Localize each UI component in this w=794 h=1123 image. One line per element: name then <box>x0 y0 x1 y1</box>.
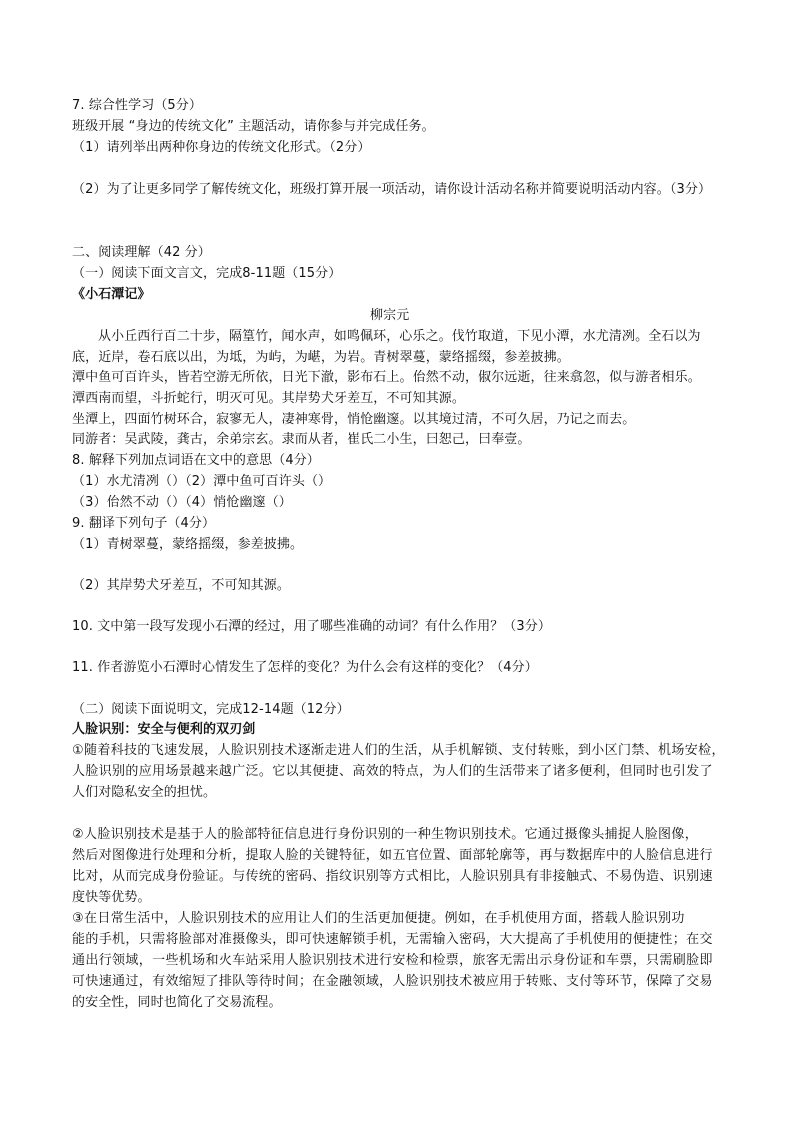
q9-sentence: （1）青树翠蔓，蒙络摇缀，参差披拂。 <box>72 537 304 552</box>
article-line: 度快等优势。 <box>72 890 151 905</box>
essay-line: 坐潭上，四面竹树环合，寂寥无人，凄神寒骨，悄怆幽邃。以其境过清，不可久居，乃记之而去。 <box>72 412 636 427</box>
article-line: 能的手机，只需将脸部对准摄像头，即可快速解锁手机，无需输入密码，大大提高了手机使用的便捷性；在交 <box>72 932 713 947</box>
essay-line: 底，近岸，卷石底以出，为坻，为屿，为嵁，为岩。青树翠蔓，蒙络摇缀，参差披拂。 <box>72 350 570 365</box>
article-line: 可快速通过，有效缩短了排队等待时间；在金融领域，人脸识别技术被应用于转账、支付等环节，保障了交易 <box>72 974 713 989</box>
article-line: ③在日常生活中，人脸识别技术的应用让人们的生活更加便捷。例如，在手机使用方面，搭载人脸识别功 <box>72 911 685 926</box>
article-title: 人脸识别：安全与便利的双刃剑 <box>72 722 256 737</box>
essay-line: 同游者：吴武陵，龚古，余弟宗玄。隶而从者，崔氏二小生，曰恕己，曰奉壹。 <box>72 432 531 447</box>
q7-part2: （2）为了让更多同学了解传统文化，班级打算开展一项活动，请你设计活动名称并简要说明活动内容。（3分） <box>72 182 712 197</box>
article-line: 然后对图像进行处理和分析，提取人脸的关键特征，如五官位置、面部轮廓等，再与数据库中的人脸信息进行 <box>72 848 713 863</box>
q7-heading: 7. 综合性学习（5分） <box>72 98 203 113</box>
article-line: 人们对隐私安全的担忧。 <box>72 785 217 800</box>
article-line: ②人脸识别技术是基于人的脸部特征信息进行身份识别的一种生物识别技术。它通过摄像头捕捉人脸图像， <box>72 827 699 842</box>
q11: 11. 作者游览小石潭时心情发生了怎样的变化？为什么会有这样的变化？（4分） <box>72 660 538 675</box>
q8-row: （1）水尤清冽（）（2）潭中鱼可百许头（） <box>72 474 332 489</box>
essay-line: 从小丘西行百二十步，隔篁竹，闻水声，如鸣佩环，心乐之。伐竹取道，下见小潭，水尤清冽。全石以为 <box>98 329 701 344</box>
q7-part1: （1）请列举出两种你身边的传统文化形式。（2分） <box>72 140 371 155</box>
q7-intro: 班级开展 “身边的传统文化” 主题活动，请你参与并完成任务。 <box>72 119 435 134</box>
q8-row: （3）佁然不动（）（4）悄怆幽邃（） <box>72 495 292 510</box>
essay-author: 柳宗元 <box>370 308 410 323</box>
part-2-heading: （二）阅读下面说明文，完成12-14题（12分） <box>72 702 350 717</box>
q9-heading: 9. 翻译下列句子（4分） <box>72 516 216 531</box>
q8-heading: 8. 解释下列加点词语在文中的意思（4分） <box>72 453 320 468</box>
article-line: 的安全性，同时也简化了交易流程。 <box>72 995 282 1010</box>
essay-title: 《小石潭记》 <box>72 287 151 302</box>
q10: 10. 文中第一段写发现小石潭的经过，用了哪些准确的动词？有什么作用？（3分） <box>72 619 551 634</box>
q9-sentence: （2）其岸势犬牙差互，不可知其源。 <box>72 578 290 593</box>
article-line: 人脸识别的应用场景越来越广泛。它以其便捷、高效的特点，为人们的生活带来了诸多便利，但同时也引发了 <box>72 764 713 779</box>
article-line: ①随着科技的飞速发展，人脸识别技术逐渐走进人们的生活，从手机解锁、支付转账，到小区门禁、机场安检， <box>72 743 725 758</box>
essay-line: 潭中鱼可百许头，皆若空游无所依，日光下澈，影布石上。佁然不动，俶尔远逝，往来翕忽，似与游者相乐。 <box>72 370 701 385</box>
essay-line: 潭西南而望，斗折蛇行，明灭可见。其岸势犬牙差互，不可知其源。 <box>72 391 466 406</box>
part-1-heading: （一）阅读下面文言文，完成8-11题（15分） <box>72 266 342 281</box>
article-line: 通出行领域，一些机场和火车站采用人脸识别技术进行安检和检票，旅客无需出示身份证和车票，只需刷脸即 <box>72 953 713 968</box>
section-2-heading: 二、阅读理解（42 分） <box>72 245 211 260</box>
article-line: 比对，从而完成身份验证。与传统的密码、指纹识别等方式相比，人脸识别具有非接触式、不易伪造、识别速 <box>72 869 713 884</box>
